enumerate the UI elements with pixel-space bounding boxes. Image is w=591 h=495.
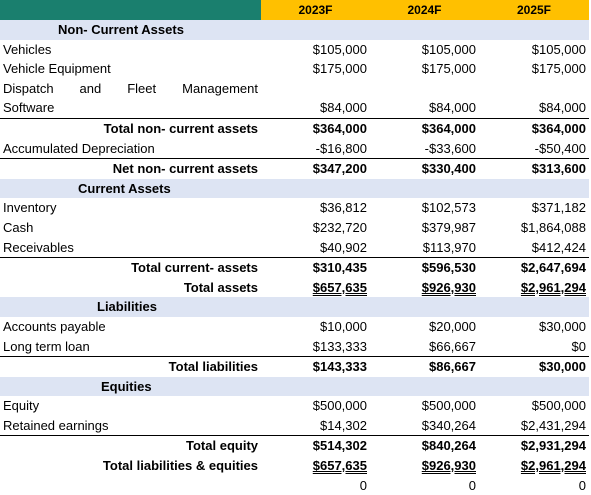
section-title: Liabilities	[0, 297, 261, 317]
cell-value: $500,000	[312, 398, 367, 414]
row-label: Vehicle Equipment	[3, 61, 111, 77]
cell-value: $84,000	[539, 100, 586, 116]
table-row	[0, 79, 589, 99]
row-label: Net non- current assets	[0, 159, 261, 179]
cell-value-text: $2,961,294	[520, 279, 586, 295]
cell-value: $2,931,294	[479, 436, 589, 456]
year-header: 2024F	[370, 0, 479, 20]
section-title: Current Assets	[0, 179, 261, 199]
table-row	[0, 416, 589, 436]
cell-value: $340,264	[421, 417, 476, 433]
row-label: Total assets	[183, 279, 258, 295]
cell-value: $500,000	[421, 398, 476, 414]
cell-value: 0	[578, 477, 586, 493]
table-row	[0, 40, 589, 60]
section-header-current	[0, 179, 589, 199]
cell-value: $347,200	[261, 159, 370, 179]
table-row	[0, 337, 589, 357]
cell-value: $364,000	[479, 118, 589, 138]
table-row	[0, 317, 589, 337]
cell-value	[261, 456, 370, 476]
row-label: Total equity	[0, 436, 261, 456]
total-row	[0, 159, 589, 179]
total-row	[0, 436, 589, 456]
cell-value: $313,600	[479, 159, 589, 179]
row-label: Total liabilities	[0, 357, 261, 377]
cell-value-text: $926,930	[421, 458, 476, 474]
cell-value: $143,333	[261, 357, 370, 377]
cell-value: $14,302	[320, 417, 367, 433]
cell-value-text: $926,930	[421, 279, 476, 295]
table-row	[0, 198, 589, 218]
row-label-empty	[0, 476, 261, 495]
section-header-liabilities	[0, 297, 589, 317]
row-label: Vehicles	[3, 41, 52, 57]
row-label: Total liabilities & equities	[102, 458, 258, 474]
year-header: 2023F	[261, 0, 370, 20]
cell-value	[261, 278, 370, 298]
section-header-equities	[0, 377, 589, 397]
cell-value: $30,000	[539, 318, 586, 334]
cell-value: $105,000	[421, 41, 476, 57]
cell-value: $840,264	[370, 436, 479, 456]
cell-value: $0	[571, 338, 586, 354]
row-label: Software	[3, 100, 55, 116]
cell-value: $66,667	[429, 338, 476, 354]
cell-value: $500,000	[531, 398, 586, 414]
cell-value	[479, 278, 589, 298]
table-row	[0, 59, 589, 79]
header-blank-cell	[0, 0, 261, 20]
cell-value: $84,000	[320, 100, 367, 116]
cell-value: $86,667	[370, 357, 479, 377]
total-row	[0, 118, 589, 138]
cell-value: $596,530	[370, 258, 479, 278]
table-row	[0, 139, 589, 159]
section-title: Non- Current Assets	[0, 20, 261, 40]
cell-value: $102,573	[421, 200, 476, 216]
cell-value: -$50,400	[534, 140, 586, 156]
cell-value: $113,970	[422, 239, 476, 255]
cell-value: $40,902	[320, 239, 367, 255]
cell-value: $412,424	[531, 239, 586, 255]
row-label: Accounts payable	[3, 318, 106, 334]
cell-value-text: $657,635	[312, 279, 367, 295]
cell-value: $105,000	[312, 41, 367, 57]
cell-value: $175,000	[531, 61, 586, 77]
table-row	[0, 396, 589, 416]
row-label: Total current- assets	[0, 258, 261, 278]
cell-value: $330,400	[370, 159, 479, 179]
row-label: Long term loan	[3, 338, 90, 354]
cell-value: $10,000	[320, 318, 367, 334]
total-row	[0, 456, 589, 476]
cell-value: $105,000	[531, 41, 586, 57]
cell-value: $310,435	[261, 258, 370, 278]
cell-value: $364,000	[261, 118, 370, 138]
row-label: Retained earnings	[3, 417, 109, 433]
row-label: Receivables	[3, 239, 74, 255]
cell-value: $30,000	[479, 357, 589, 377]
cell-value: $84,000	[429, 100, 476, 116]
year-header: 2025F	[479, 0, 589, 20]
cell-value: $2,431,294	[520, 417, 586, 433]
table-row	[0, 218, 589, 238]
section-header-noncurrent	[0, 20, 589, 40]
cell-value: $364,000	[370, 118, 479, 138]
cell-value: 0	[468, 477, 476, 493]
cell-value: $379,987	[421, 219, 476, 235]
total-row	[0, 357, 589, 377]
cell-value: 0	[359, 477, 367, 493]
cell-value-text: $657,635	[312, 458, 367, 474]
total-row	[0, 258, 589, 278]
cell-value	[479, 456, 589, 476]
row-label: Cash	[3, 219, 34, 235]
header-row	[0, 0, 589, 20]
cell-value: $36,812	[320, 200, 367, 216]
row-label: Equity	[3, 398, 40, 414]
cell-value: -$16,800	[315, 140, 367, 156]
cell-value: -$33,600	[424, 140, 476, 156]
total-row	[0, 278, 589, 298]
row-label: Accumulated Depreciation	[3, 140, 155, 156]
table-row	[0, 98, 589, 118]
row-label: Total non- current assets	[0, 118, 261, 138]
row-label: Dispatch and Fleet Management	[3, 80, 258, 96]
cell-value: $175,000	[421, 61, 476, 77]
cell-value: $133,333	[312, 338, 367, 354]
cell-value: $232,720	[312, 219, 367, 235]
row-label: Inventory	[3, 200, 57, 216]
cell-value-text: $2,961,294	[520, 458, 586, 474]
check-row	[0, 476, 589, 495]
section-title: Equities	[0, 377, 261, 397]
cell-value: $175,000	[312, 61, 367, 77]
cell-value: $2,647,694	[479, 258, 589, 278]
cell-value: $1,864,088	[520, 219, 586, 235]
table-row	[0, 238, 589, 258]
cell-value: $514,302	[261, 436, 370, 456]
cell-value: $371,182	[531, 200, 586, 216]
cell-value	[370, 456, 479, 476]
cell-value	[370, 278, 479, 298]
cell-value: $20,000	[429, 318, 476, 334]
